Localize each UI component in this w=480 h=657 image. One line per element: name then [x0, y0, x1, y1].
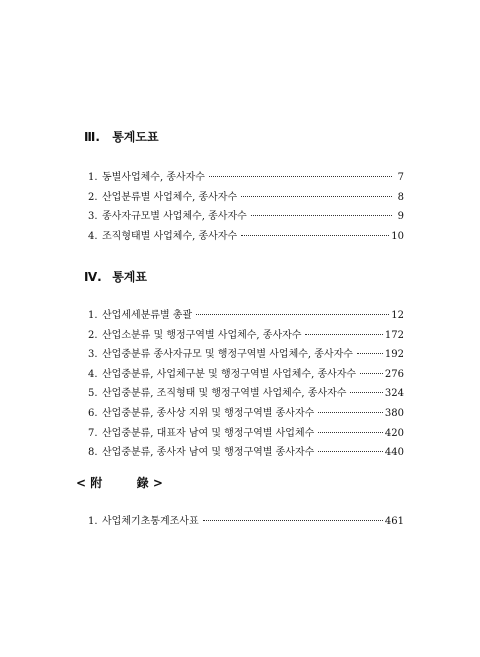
toc-entry-title: 조직형태별 사업체수, 종사자수 — [102, 230, 238, 242]
toc-entry-title: 동별사업체수, 종사자수 — [102, 172, 205, 183]
toc-entry-title: 산업중분류, 종사상 지위 및 행정구역별 종사자수 — [102, 407, 315, 419]
toc-entry-number: 3. — [88, 349, 98, 361]
dot-leader — [360, 372, 383, 374]
toc-entry-number: 2. — [88, 191, 98, 203]
toc-entry-page: 461 — [384, 516, 404, 527]
toc-entry-page: 380 — [384, 407, 404, 419]
appendix-char-1: 附 — [90, 476, 103, 490]
toc-entry-number: 7. — [88, 427, 98, 439]
section-3-heading — [84, 128, 159, 145]
toc-entry[interactable] — [88, 207, 404, 227]
dot-leader — [241, 195, 392, 197]
toc-entry-title: 산업중분류, 종사자 남여 및 행정구역별 종사자수 — [102, 447, 315, 459]
dot-leader — [318, 450, 383, 452]
toc-entry-page: 10 — [391, 230, 404, 242]
toc-entry-number: 5. — [88, 388, 98, 400]
toc-entry-page: 172 — [384, 329, 404, 341]
section-4-number: Ⅳ. — [84, 270, 102, 284]
toc-entry[interactable] — [88, 365, 404, 385]
toc-entry[interactable] — [88, 188, 404, 208]
dot-leader — [209, 175, 392, 177]
toc-entry[interactable] — [88, 326, 404, 346]
toc-entry[interactable] — [88, 306, 404, 326]
toc-entry-number: 3. — [88, 211, 98, 223]
toc-entry[interactable] — [88, 227, 404, 247]
toc-entry[interactable] — [88, 512, 404, 532]
toc-entry-page: 440 — [384, 447, 404, 459]
toc-entry-page: 276 — [384, 368, 404, 380]
toc-entry-page: 324 — [384, 388, 404, 400]
toc-entry-title: 산업중분류 종사자규모 및 행정구역별 사업체수, 종사자수 — [102, 349, 353, 361]
dot-leader — [305, 333, 382, 335]
toc-entry-title: 사업체기초통계조사표 — [102, 516, 199, 527]
section-3-list — [88, 168, 404, 246]
appendix-open-bracket: < — [76, 476, 87, 490]
toc-entry[interactable] — [88, 168, 404, 188]
toc-entry-title: 산업분류별 사업체수, 종사자수 — [102, 191, 238, 203]
toc-entry-title: 산업소분류 및 행정구역별 사업체수, 종사자수 — [102, 329, 302, 341]
dot-leader — [241, 234, 389, 236]
dot-leader — [318, 431, 383, 433]
toc-entry[interactable] — [88, 443, 404, 463]
appendix-list — [88, 512, 404, 532]
toc-entry-page: 7 — [397, 172, 404, 183]
toc-entry-page: 420 — [384, 427, 404, 439]
toc-entry[interactable] — [88, 384, 404, 404]
dot-leader — [251, 214, 392, 216]
dot-leader — [203, 519, 383, 521]
toc-entry-title: 산업중분류, 사업체구분 및 행정구역별 사업체수, 종사자수 — [102, 368, 357, 380]
dot-leader — [196, 313, 389, 315]
toc-entry-page: 8 — [397, 191, 404, 203]
dot-leader — [318, 411, 383, 413]
toc-entry-page: 192 — [384, 349, 404, 361]
toc-entry-title: 종사자규모별 사업체수, 종사자수 — [102, 211, 247, 223]
toc-entry[interactable] — [88, 345, 404, 365]
toc-entry[interactable] — [88, 404, 404, 424]
appendix-char-2: 錄 — [136, 476, 149, 490]
dot-leader — [357, 352, 383, 354]
toc-entry[interactable] — [88, 424, 404, 444]
section-4-list — [88, 306, 404, 463]
toc-entry-number: 8. — [88, 447, 98, 459]
section-4-title: 통계표 — [112, 270, 147, 284]
toc-entry-title: 산업중분류, 대표자 남여 및 행정구역별 사업체수 — [102, 427, 315, 439]
toc-entry-number: 1. — [88, 516, 98, 527]
section-4-heading — [84, 268, 147, 285]
toc-entry-number: 2. — [88, 329, 98, 341]
toc-entry-number: 1. — [88, 172, 98, 183]
toc-entry-title: 산업중분류, 조직형태 및 행정구역별 사업체수, 종사자수 — [102, 388, 347, 400]
toc-entry-page: 12 — [391, 310, 404, 321]
dot-leader — [350, 391, 382, 393]
section-3-title: 통계도표 — [112, 130, 159, 144]
toc-entry-number: 4. — [88, 230, 98, 242]
toc-entry-number: 1. — [88, 310, 98, 321]
appendix-heading — [76, 474, 163, 491]
toc-entry-number: 6. — [88, 407, 98, 419]
section-3-number: Ⅲ. — [84, 130, 100, 144]
toc-entry-title: 산업세세분류별 총괄 — [102, 310, 193, 321]
appendix-close-bracket: > — [152, 476, 163, 490]
toc-entry-page: 9 — [397, 211, 404, 223]
toc-entry-number: 4. — [88, 368, 98, 380]
